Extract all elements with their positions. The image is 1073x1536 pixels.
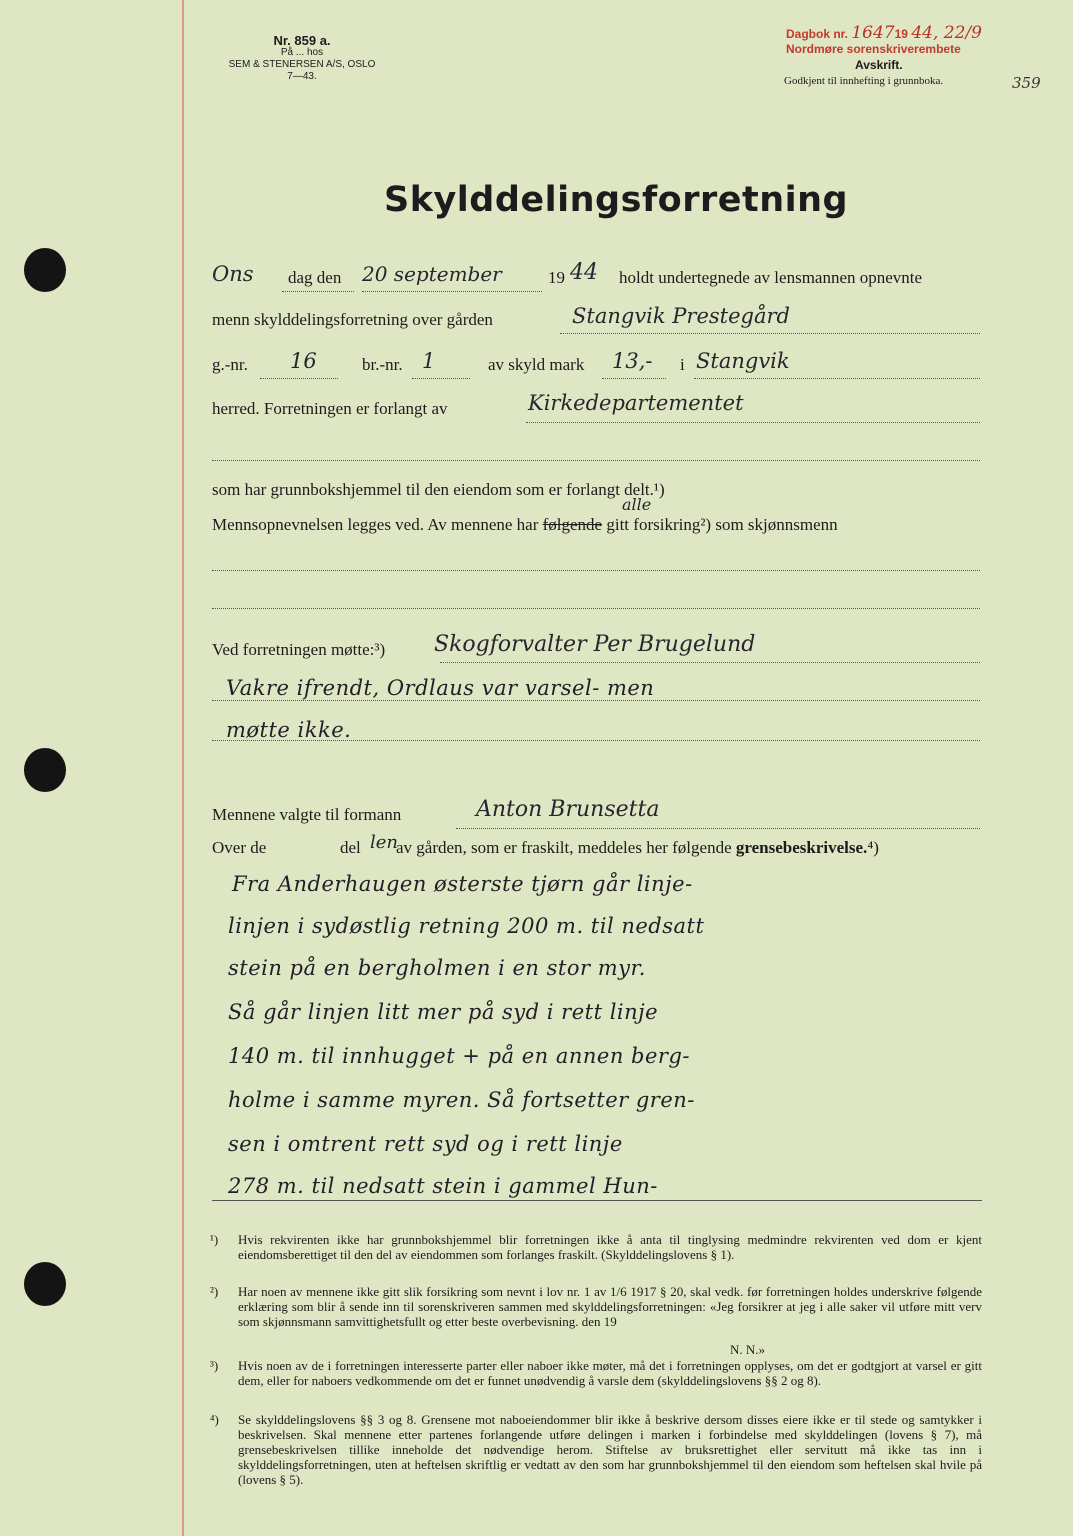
over-rest-a: av gården, som er fraskilt, meddeles her følgende (396, 838, 732, 857)
footnote-signature-text: N. N.» (730, 1342, 766, 1357)
punch-hole-bottom (24, 1262, 66, 1306)
menn-line-struck: følgende (542, 515, 603, 534)
dotted-line (212, 608, 980, 609)
over-de-label: Over de (212, 838, 267, 857)
description-line-7: sen i omtrent rett syd og i rett linje (228, 1132, 623, 1156)
dotted-line (694, 378, 980, 379)
form-number: Nr. 859 a. (273, 33, 331, 48)
mote-hand-1: Skogforvalter Per Brugelund (434, 632, 756, 657)
registry-stamp (786, 23, 982, 57)
form-line-mote (212, 632, 756, 660)
footnote-text: Har noen av mennene ikke gitt slik forsikring som nevnt i lov nr. 1 av 1/6 1917 § 20, skal vedk. før forretningen holdes underskrive følgende erklæring som blir å sende inn til sorenskriveren sammen med skylddelingsforretningen: «Jeg forsikrer at jeg i alle saker vil utføre mitt verv som skjønnsmann samvittighetsfullt og etter beste overbevisning. den 19 (238, 1284, 982, 1329)
stamp-dagbok-number: 1647 (851, 23, 895, 43)
document-title: Skylddelingsforretning (384, 180, 849, 220)
description-line-3: stein på en bergholmen i en stor myr. (228, 956, 646, 980)
dotted-line (362, 291, 542, 292)
stamp-dagbok-label: Dagbok nr. (786, 27, 849, 41)
description-line-8: 278 m. til nedsatt stein i gammel Hun- (228, 1174, 658, 1198)
form-line-mennsopnevnelsen (212, 495, 838, 535)
dotted-line (456, 828, 980, 829)
weekday-hand: Ons (212, 262, 254, 286)
farm-hand: Stangvik Prestegård (572, 304, 790, 328)
herred-label: herred. Forretningen er forlangt av (212, 399, 448, 418)
printer-imprint (222, 35, 382, 83)
footnote-mark: ³) (210, 1358, 219, 1373)
punch-hole-top (24, 248, 66, 292)
menn-line-a: Mennsopnevnelsen legges ved. Av mennene har (212, 515, 539, 534)
grunnbok-line: som har grunnbokshjemmel til den eiendom som er forlangt delt.¹) (212, 480, 665, 499)
footnote-4 (212, 1412, 982, 1487)
bnr-label: br.-nr. (362, 355, 403, 374)
description-line-4: Så går linjen litt mer på syd i rett linje (228, 1000, 659, 1024)
dotted-line (412, 378, 470, 379)
printer-line-3: 7—43. (287, 71, 317, 82)
avskrift-label: Avskrift. (855, 58, 903, 72)
year-hand: 44 (570, 260, 598, 285)
dotted-line (260, 378, 338, 379)
footnote-1 (212, 1232, 982, 1262)
description-line-1: Fra Anderhaugen østerste tjørn går linje- (232, 872, 693, 896)
dotted-line (212, 740, 980, 741)
menn-line-hand: alle (622, 495, 652, 514)
year-prefix: 19 (548, 268, 565, 287)
formann-label: Mennene valgte til formann (212, 805, 402, 824)
bnr-hand: 1 (422, 349, 436, 373)
mote-hand-2: Vakre ifrendt, Ordlaus var varsel- men (226, 676, 655, 700)
dotted-line (560, 333, 980, 334)
dotted-line (212, 570, 980, 571)
footnote-2-signature (730, 1342, 850, 1357)
footnote-2 (212, 1284, 982, 1329)
punch-hole-middle (24, 748, 66, 792)
form-line-grensebeskrivelse (212, 832, 879, 858)
footnote-mark: ²) (210, 1284, 219, 1299)
herred-hand: Stangvik (696, 349, 790, 373)
dotted-line (212, 460, 980, 461)
description-line-6: holme i samme myren. Så fortsetter gren- (228, 1088, 695, 1112)
margin-rule (182, 0, 184, 1536)
printer-line-1: På ... hos (280, 47, 324, 58)
formann-hand: Anton Brunsetta (476, 797, 660, 822)
gnr-hand: 16 (290, 349, 317, 373)
stamp-year-date: 44, 22/9 (911, 23, 982, 43)
i-label: i (680, 355, 685, 374)
del-label: del (340, 838, 361, 857)
skyld-hand: 13,- (612, 349, 653, 373)
form-line-herred (212, 391, 744, 419)
mote-hand-3: møtte ikke. (226, 718, 352, 742)
holdt-label: holdt undertegnede av lensmannen opnevnte (619, 268, 923, 287)
del-hand: len (370, 832, 399, 853)
footnote-text: Hvis rekvirenten ikke har grunnbokshjemmel blir forretningen ikke å anta til tinglysing medmindre rekvirenten ved dom er kjent eiendomsberettiget til den del av eiendommen som forlanges fraskilt. (Skylddelingslovens § 1). (238, 1232, 982, 1262)
footnote-mark: ⁴) (210, 1412, 219, 1427)
form-line-gnr (212, 349, 790, 375)
dotted-line (440, 662, 980, 663)
godkjent-label: Godkjent til innhefting i grunnboka. (784, 75, 944, 87)
skyld-label: av skyld mark (488, 355, 585, 374)
printer-line-2: SEM & STENERSEN A/S, OSLO (228, 59, 376, 70)
dotted-line (212, 700, 980, 701)
dotted-line (526, 422, 980, 423)
footnote-text: Se skylddelingslovens §§ 3 og 8. Grensene mot naboeiendommer blir ikke å beskrive dersom disses eiere ikke er til stede og samtykker i beskrivelsen. Skal mennene etter partenes forlangende utføre delingen i marken i forbindelse med skylddelingen (lovens § 7), må grensebeskrivelsen tillike inneholde det nødvendige herom. Stiftelse av bruksrettighet eller servitutt må ikke tas inn i skylddelingsforretningen, uten at heftelsen skriftlig er vedtatt av den som har grunnbokshjemmel til den eiendom som heftelsen skal hvile på (lovens § 5). (238, 1412, 982, 1487)
form-line-formann (212, 797, 660, 825)
footnote-rule (212, 1200, 982, 1201)
over-rest-c: ⁴) (867, 838, 879, 857)
dotted-line (282, 291, 354, 292)
dotted-line (602, 378, 666, 379)
footnote-text: Hvis noen av de i forretningen interesserte parter eller naboer ikke møter, må det i forretningen opplyses, om det er godtgjort at varsel er gitt dem, eller for naboers vedkommende om det er funnet unødvendig å varsle dem (skylddelingslovens §§ 2 og 8). (238, 1358, 982, 1388)
requester-hand: Kirkedepartementet (528, 391, 744, 415)
mote-label: Ved forretningen møtte:³) (212, 640, 386, 659)
description-line-5: 140 m. til innhugget + på en annen berg- (228, 1044, 690, 1068)
dag-den-label: dag den (288, 268, 342, 287)
stamp-year-label: 19 (894, 27, 908, 41)
over-rest-b: grensebeskrivelse. (735, 838, 868, 857)
footnote-3 (212, 1358, 982, 1388)
stamp-office: Nordmøre sorenskriverembete (786, 42, 961, 56)
form-line-farm (212, 304, 790, 330)
menn-line-b: gitt forsikring²) som skjønnsmenn (606, 515, 838, 534)
menn-label: menn skylddelingsforretning over gården (212, 310, 493, 329)
gnr-label: g.-nr. (212, 355, 248, 374)
date-hand: 20 september (362, 262, 502, 286)
over-rest (396, 838, 879, 858)
page-number: 359 (1012, 74, 1041, 92)
footnote-mark: ¹) (210, 1232, 219, 1247)
description-line-2: linjen i sydøstlig retning 200 m. til nedsatt (228, 914, 705, 938)
